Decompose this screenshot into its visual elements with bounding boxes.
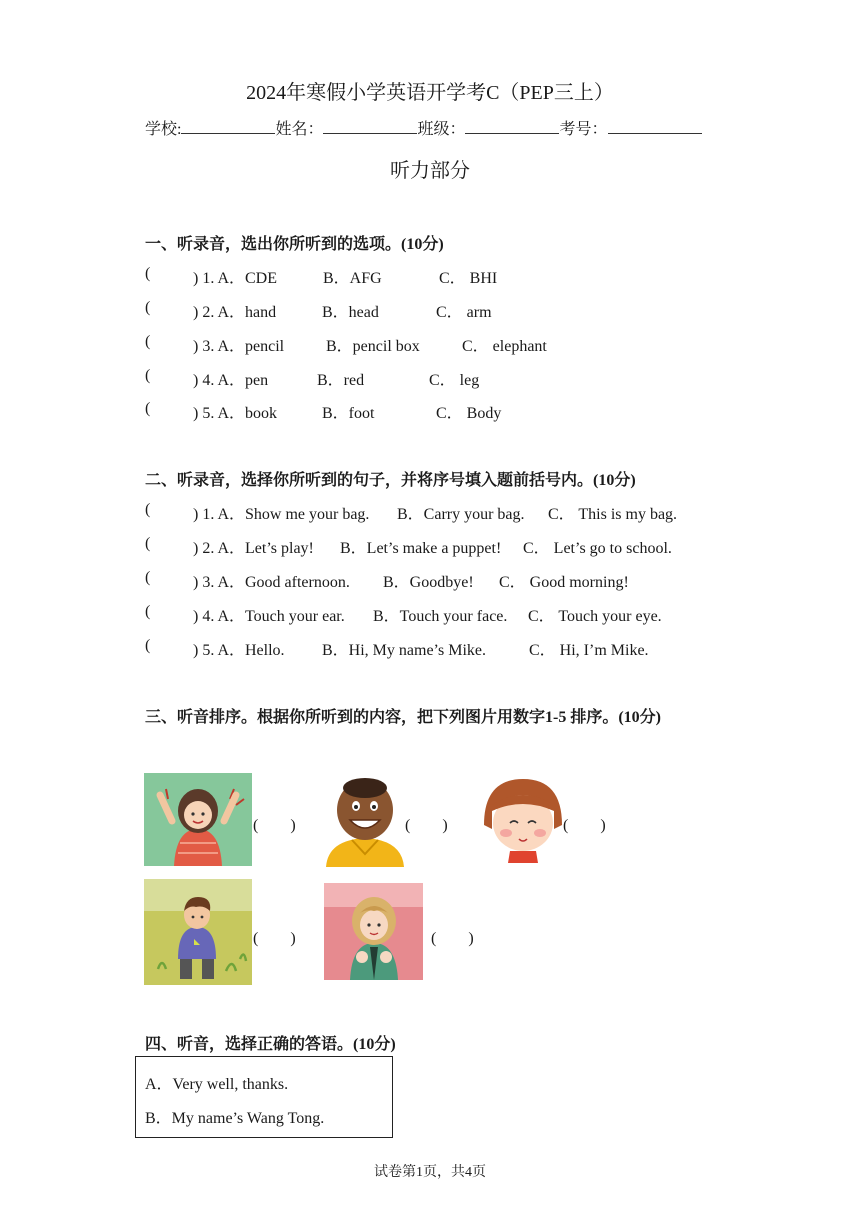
option-c: C． Good morning! xyxy=(499,574,629,591)
question-number-option-a: ) 5. A．Hello. xyxy=(193,642,285,659)
smiling-boy-picture xyxy=(324,774,406,867)
name-blank[interactable] xyxy=(323,118,417,134)
answer-paren[interactable]: ( xyxy=(145,569,151,586)
blonde-girl-picture xyxy=(324,883,423,980)
question-number-option-a: ) 4. A．Touch your ear. xyxy=(193,608,345,625)
listening-part-heading: 听力部分 xyxy=(390,160,470,182)
option-c: C． Body xyxy=(436,405,502,422)
question-number-option-a: ) 3. A．Good afternoon. xyxy=(193,574,350,591)
answer-paren[interactable]: ( xyxy=(145,400,151,417)
option-b: B．Carry your bag. xyxy=(397,506,525,523)
exam-title: 2024年寒假小学英语开学考C（PEP三上） xyxy=(246,82,614,104)
waving-girl-picture xyxy=(144,773,252,866)
option-c: C． This is my bag. xyxy=(548,506,678,523)
student-info-line xyxy=(145,116,702,139)
question-number-option-a: ) 4. A．pen xyxy=(193,372,269,389)
answer-option-b: B．My name’s Wang Tong. xyxy=(145,1110,325,1127)
option-b: B．head xyxy=(322,304,379,321)
order-blank[interactable]: ( ) xyxy=(431,930,474,947)
answer-paren[interactable]: ( xyxy=(145,603,151,620)
number-label: 考号： xyxy=(559,121,608,138)
number-blank[interactable] xyxy=(608,118,702,134)
option-b: B．Let’s make a puppet! xyxy=(340,540,502,557)
answer-paren[interactable]: ( xyxy=(145,299,151,316)
question-number-option-a: ) 3. A．pencil xyxy=(193,338,285,355)
question-number-option-a: ) 1. A．CDE xyxy=(193,270,278,287)
option-c: C． arm xyxy=(436,304,492,321)
option-c: C． BHI xyxy=(439,270,498,287)
order-blank[interactable]: ( ) xyxy=(563,817,606,834)
question-number-option-a: ) 5. A．book xyxy=(193,405,278,422)
option-b: B．pencil box xyxy=(326,338,420,355)
bob-hair-girl-picture xyxy=(480,775,566,863)
page-footer: 试卷第1页，共4页 xyxy=(374,1165,486,1180)
section4-heading: 四、听音，选择正确的答语。(10分) xyxy=(145,1036,396,1053)
option-c: C． leg xyxy=(429,372,480,389)
option-c: C． Let’s go to school. xyxy=(523,540,672,557)
school-label: 学校: xyxy=(145,121,182,138)
name-label: 姓名： xyxy=(275,121,324,138)
option-b: B．AFG xyxy=(323,270,382,287)
answer-paren[interactable]: ( xyxy=(145,501,151,518)
option-c: C． elephant xyxy=(462,338,547,355)
question-number-option-a: ) 2. A．hand xyxy=(193,304,277,321)
class-label: 班级： xyxy=(417,121,466,138)
answer-paren[interactable]: ( xyxy=(145,367,151,384)
order-blank[interactable]: ( ) xyxy=(253,930,296,947)
option-c: C． Hi, I’m Mike. xyxy=(529,642,649,659)
answer-option-a: A．Very well, thanks. xyxy=(145,1076,289,1093)
option-c: C． Touch your eye. xyxy=(528,608,662,625)
question-number-option-a: ) 2. A．Let’s play! xyxy=(193,540,314,557)
option-b: B．red xyxy=(317,372,365,389)
option-b: B．Touch your face. xyxy=(373,608,508,625)
option-b: B．foot xyxy=(322,405,375,422)
school-blank[interactable] xyxy=(181,118,275,134)
answer-paren[interactable]: ( xyxy=(145,535,151,552)
class-blank[interactable] xyxy=(465,118,559,134)
answer-paren[interactable]: ( xyxy=(145,333,151,350)
option-b: B．Goodbye! xyxy=(383,574,474,591)
answer-paren[interactable]: ( xyxy=(145,637,151,654)
answer-options-box xyxy=(135,1056,393,1138)
option-b: B．Hi, My name’s Mike. xyxy=(322,642,486,659)
order-blank[interactable]: ( ) xyxy=(253,817,296,834)
order-blank[interactable]: ( ) xyxy=(405,817,448,834)
section1-heading: 一、听录音，选出你所听到的选项。(10分) xyxy=(145,236,444,253)
answer-paren[interactable]: ( xyxy=(145,265,151,282)
section2-heading: 二、听录音，选择你所听到的句子，并将序号填入题前括号内。(10分) xyxy=(145,472,636,489)
sitting-boy-picture xyxy=(144,879,252,985)
question-number-option-a: ) 1. A．Show me your bag. xyxy=(193,506,370,523)
section3-heading: 三、听音排序。根据你所听到的内容，把下列图片用数字1-5 排序。(10分) xyxy=(145,709,661,726)
